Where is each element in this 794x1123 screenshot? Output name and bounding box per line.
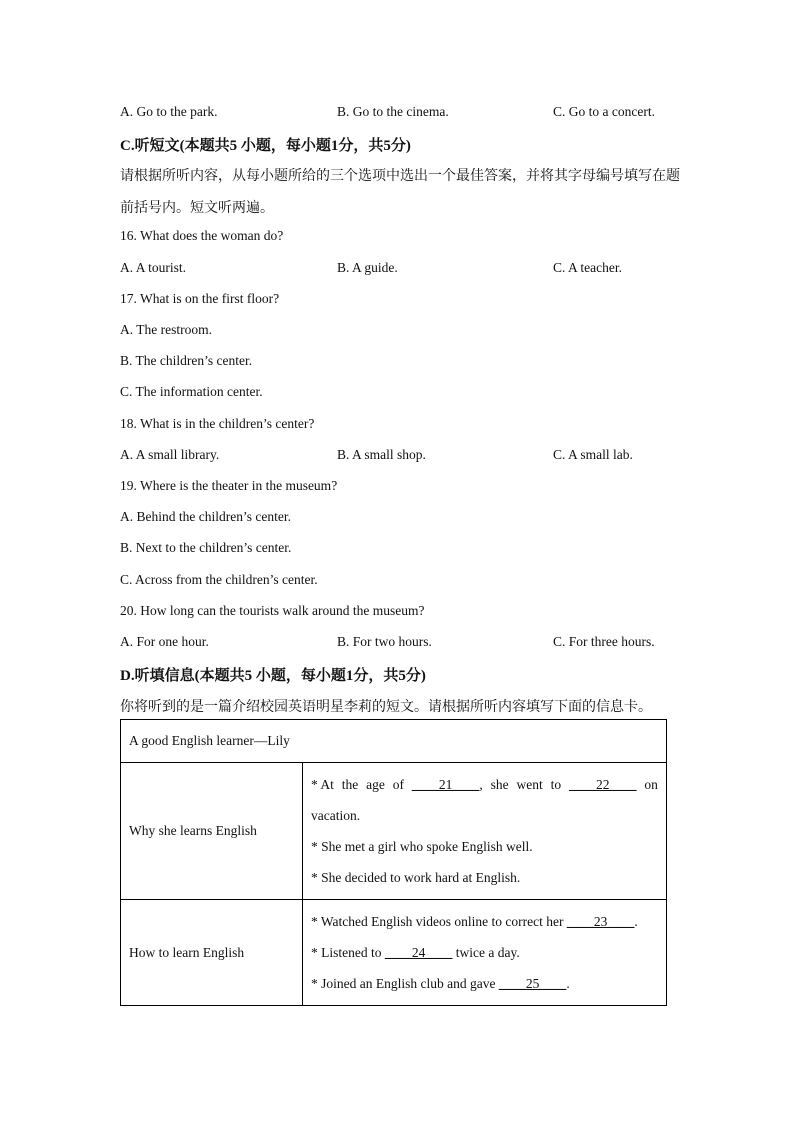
section-c-instruction-1: 请根据所听内容，从每小题所给的三个选项中选出一个最佳答案，并将其字母编号填写在题 [120,169,680,184]
section-d-instruction: 你将听到的是一篇介绍校园英语明星李莉的短文。请根据所听内容填写下面的信息卡。 [120,700,652,715]
row-how-label: How to learn English [121,900,303,1006]
word: the [341,777,359,792]
q20-option-a: A. For one hour. [120,634,209,649]
q20-text: 20. How long can the tourists walk around the museum? [120,603,425,618]
q18-option-a: A. A small library. [120,447,220,462]
word: * At [311,777,334,792]
q16-option-c: C. A teacher. [553,260,622,275]
word: age [366,777,385,792]
comma: , [479,777,483,792]
text: * Watched English videos online to correct her [311,914,567,929]
word: of [392,777,404,792]
text: . [566,976,570,991]
q19-text: 19. Where is the theater in the museum? [120,478,338,493]
info-card-table [120,719,667,1006]
row-why-content [303,763,667,900]
row-why-line-2: vacation. [311,808,361,823]
q18-text: 18. What is in the children’s center? [120,416,315,431]
row-how-line-2 [311,937,658,968]
word: on [644,777,658,792]
q17-option-b: B. The children’s center. [120,353,253,368]
word: went [516,777,543,792]
q15-option-a: A. Go to the park. [120,104,218,119]
q17-option-a: A. The restroom. [120,322,212,337]
section-c-heading: C.听短文(本题共5 小题，每小题1分，共5分) [120,138,411,154]
q19-option-b: B. Next to the children’s center. [120,540,292,555]
q15-option-c: C. Go to a concert. [553,104,655,119]
info-card-title: A good English learner—Lily [121,720,667,763]
q20-option-b: B. For two hours. [337,634,432,649]
word: to [550,777,562,792]
q18-option-b: B. A small shop. [337,447,426,462]
text: . [634,914,638,929]
blank-25: ____25____ [498,976,567,991]
text: * Listened to [311,945,385,960]
row-why-line-4: * She decided to work hard at English. [311,870,521,885]
q19-option-a: A. Behind the children’s center. [120,509,291,524]
info-card-title-row [121,720,667,763]
q16-option-a: A. A tourist. [120,260,187,275]
q18-option-c: C. A small lab. [553,447,633,462]
info-card-row-how [121,900,667,1006]
word: she [490,777,509,792]
q17-option-c: C. The information center. [120,384,263,399]
row-why-line-1 [311,769,658,800]
blank-24: ____24____ [384,945,453,960]
q19-option-c: C. Across from the children’s center. [120,572,318,587]
q20-option-c: C. For three hours. [553,634,655,649]
text: * Joined an English club and gave [311,976,499,991]
blank-23: ____23____ [566,914,635,929]
row-why-line-3: * She met a girl who spoke English well. [311,839,533,854]
row-why-label: Why she learns English [121,763,303,900]
q16-text: 16. What does the woman do? [120,228,284,243]
blank-22: ____22____ [569,777,637,792]
section-d-heading: D.听填信息(本题共5 小题，每小题1分，共5分) [120,668,426,684]
info-card-row-why [121,763,667,900]
row-how-line-1 [311,906,658,937]
q15-option-b: B. Go to the cinema. [337,104,449,119]
text: twice a day. [452,945,520,960]
row-how-content [303,900,667,1006]
blank-21: ____21____ [411,777,480,792]
q17-text: 17. What is on the first floor? [120,291,280,306]
q16-option-b: B. A guide. [337,260,398,275]
section-c-instruction-2: 前括号内。短文听两遍。 [120,201,274,216]
row-how-line-3 [311,968,658,999]
